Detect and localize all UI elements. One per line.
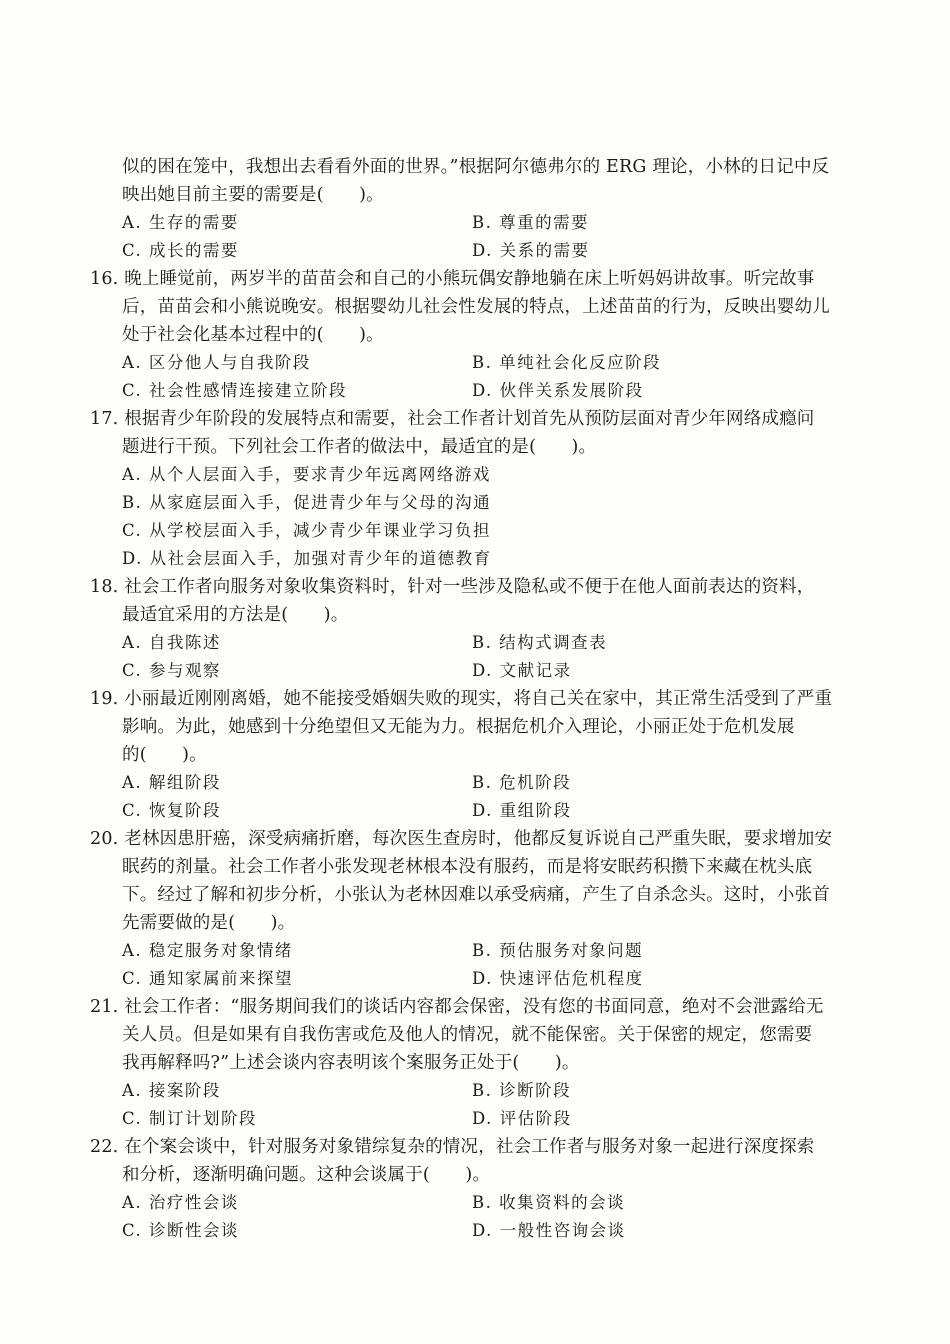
question-stem-line: 20. 老林因患肝癌，深受病痛折磨，每次医生查房时，他都反复诉说自己严重失眠，要求增加安 [90, 829, 833, 849]
question-stem-line: 似的困在笼中，我想出去看看外面的世界。”根据阿尔德弗尔的 ERG 理论，小林的日记中反 [122, 157, 830, 177]
option-c: C. 恢复阶段 [122, 801, 222, 820]
option-a: A. 区分他人与自我阶段 [122, 353, 311, 372]
question-stem-line: 眠药的剂量。社会工作者小张发现老林根本没有服药，而是将安眠药积攒下来藏在枕头底 [122, 857, 813, 877]
option-d: D. 快速评估危机程度 [472, 969, 644, 988]
question-stem-line: 后，苗苗会和小熊说晚安。根据婴幼儿社会性发展的特点，上述苗苗的行为，反映出婴幼儿 [122, 297, 830, 317]
option-a: A. 自我陈述 [122, 633, 221, 652]
option-b: B. 从家庭层面入手，促进青少年与父母的沟通 [122, 493, 492, 512]
option-a: A. 稳定服务对象情绪 [122, 941, 293, 960]
question-stem-line: 和分析，逐渐明确问题。这种会谈属于( )。 [122, 1165, 491, 1185]
question-stem-line: 映出她目前主要的需要是( )。 [122, 185, 384, 205]
option-c: C. 从学校层面入手，减少青少年课业学习负担 [122, 521, 492, 540]
question-stem-line: 我再解释吗?”上述会谈内容表明该个案服务正处于( )。 [122, 1053, 580, 1073]
option-b: B. 收集资料的会谈 [472, 1193, 626, 1212]
option-a: A. 生存的需要 [122, 213, 239, 232]
question-stem-line: 18. 社会工作者向服务对象收集资料时，针对一些涉及隐私或不便于在他人面前表达的资料， [90, 577, 815, 597]
option-c: C. 制订计划阶段 [122, 1109, 258, 1128]
option-a: A. 治疗性会谈 [122, 1193, 239, 1212]
option-b: B. 单纯社会化反应阶段 [472, 353, 662, 372]
question-stem-line: 22. 在个案会谈中，针对服务对象错综复杂的情况，社会工作者与服务对象一起进行深度探索 [90, 1137, 815, 1157]
question-stem-line: 16. 晚上睡觉前，两岁半的苗苗会和自己的小熊玩偶安静地躺在床上听妈妈讲故事。听完故事 [90, 269, 815, 289]
question-stem-line: 先需要做的是( )。 [122, 913, 296, 933]
option-c: C. 成长的需要 [122, 241, 240, 260]
option-b: B. 预估服务对象问题 [472, 941, 644, 960]
question-stem-line: 关人员。但是如果有自我伤害或危及他人的情况，就不能保密。关于保密的规定，您需要 [122, 1025, 813, 1045]
option-b: B. 尊重的需要 [472, 213, 590, 232]
question-stem-line: 影响。为此，她感到十分绝望但又无能为力。根据危机介入理论，小丽正处于危机发展 [122, 717, 795, 737]
option-d: D. 文献记录 [472, 661, 572, 680]
option-c: C. 通知家属前来探望 [122, 969, 294, 988]
question-stem-line: 处于社会化基本过程中的( )。 [122, 325, 384, 345]
option-a: A. 从个人层面入手，要求青少年远离网络游戏 [122, 465, 491, 484]
option-a: A. 解组阶段 [122, 773, 221, 792]
question-stem-line: 最适宜采用的方法是( )。 [122, 605, 349, 625]
question-stem-line: 17. 根据青少年阶段的发展特点和需要，社会工作者计划首先从预防层面对青少年网络成瘾问 [90, 409, 815, 429]
option-d: D. 从社会层面入手，加强对青少年的道德教育 [122, 549, 492, 568]
option-c: C. 诊断性会谈 [122, 1221, 240, 1240]
question-stem-line: 下。经过了解和初步分析，小张认为老林因难以承受病痛，产生了自杀念头。这时，小张首 [122, 885, 830, 905]
option-a: A. 接案阶段 [122, 1081, 221, 1100]
option-b: B. 危机阶段 [472, 773, 572, 792]
option-b: B. 诊断阶段 [472, 1081, 572, 1100]
option-d: D. 关系的需要 [472, 241, 590, 260]
question-stem-line: 的( )。 [122, 745, 207, 765]
option-d: D. 一般性咨询会谈 [472, 1221, 626, 1240]
question-stem-line: 题进行干预。下列社会工作者的做法中，最适宜的是( )。 [122, 437, 597, 457]
option-c: C. 参与观察 [122, 661, 222, 680]
option-c: C. 社会性感情连接建立阶段 [122, 381, 348, 400]
option-d: D. 重组阶段 [472, 801, 572, 820]
option-d: D. 伙伴关系发展阶段 [472, 381, 644, 400]
question-stem-line: 19. 小丽最近刚刚离婚，她不能接受婚姻失败的现实，将自己关在家中，其正常生活受到了严重 [90, 689, 833, 709]
option-b: B. 结构式调查表 [472, 633, 608, 652]
question-stem-line: 21. 社会工作者：“服务期间我们的谈话内容都会保密，没有您的书面同意，绝对不会泄露给无 [90, 997, 824, 1017]
option-d: D. 评估阶段 [472, 1109, 572, 1128]
